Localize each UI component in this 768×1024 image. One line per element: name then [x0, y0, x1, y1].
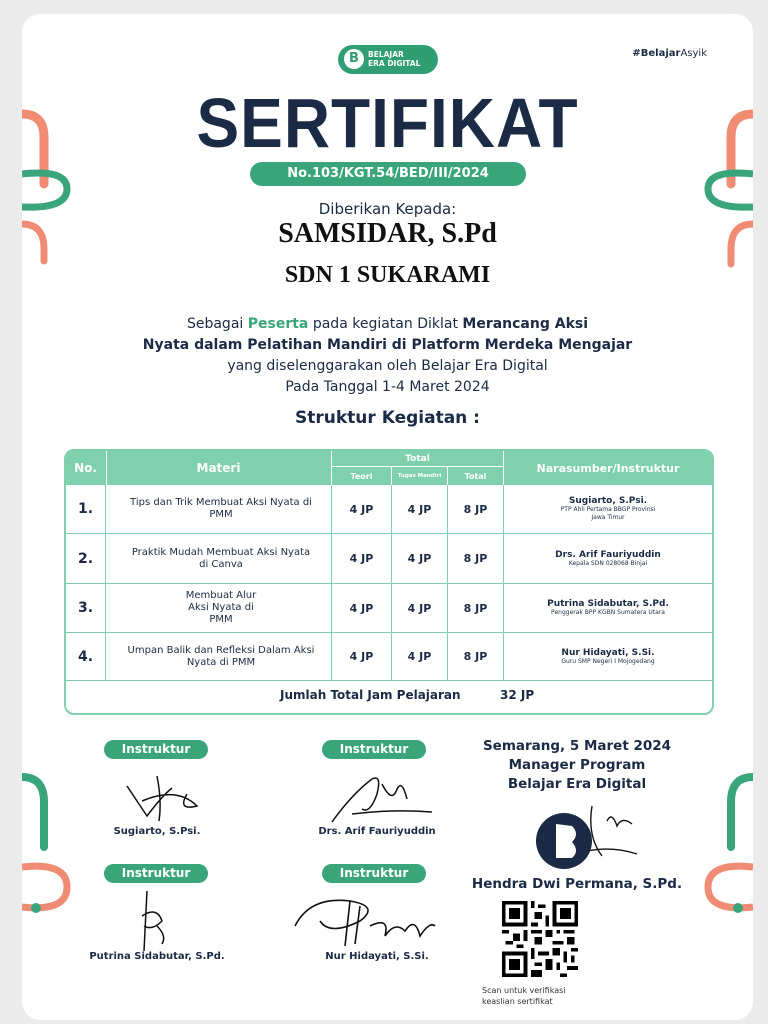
desc-text: pada kegiatan Diklat: [308, 316, 463, 332]
certificate-title: SERTIFIKAT: [196, 84, 579, 162]
instructor-name: Putrina Sidabutar, S.Pd.: [547, 599, 669, 609]
header-teori: Teori: [350, 471, 373, 481]
hashtag-regular: Asyik: [680, 48, 707, 59]
signer-name-1: Sugiarto, S.Psi.: [113, 826, 201, 837]
row-tugas: 4 JP: [407, 552, 432, 565]
row-number: 1.: [77, 501, 94, 517]
certificate-description: [22, 314, 753, 398]
row-number: 3.: [77, 600, 94, 616]
header-total-col: Total: [464, 471, 487, 481]
row-narasumber: [504, 633, 712, 680]
instructor-name: Sugiarto, S.Psi.: [568, 496, 648, 506]
right-bottom-ornament: [698, 772, 753, 922]
row-narasumber: [504, 485, 712, 533]
signer-name-3: Putrina Sidabutar, S.Pd.: [89, 951, 225, 962]
row-materi: Umpan Balik dan Refleksi Dalam Aksi Nyata di PMM: [127, 644, 315, 668]
given-to-label: Diberikan Kepada:: [318, 200, 457, 218]
instructor-badge: Instruktur: [322, 864, 426, 883]
row-number: 4.: [77, 648, 94, 665]
desc-organizer: yang diselenggarakan oleh Belajar Era Digital: [227, 358, 548, 374]
header-tugas: Tugas Mandiri: [397, 473, 442, 479]
row-tugas: 4 JP: [407, 601, 432, 615]
header-narasumber: Narasumber/Instruktur: [536, 461, 680, 475]
row-narasumber: [504, 584, 712, 632]
signer-name-2: Drs. Arif Fauriyuddin: [318, 826, 436, 837]
header-no: No.: [74, 461, 97, 475]
table-header: [66, 451, 712, 485]
row-number: 2.: [77, 550, 94, 567]
instructor-role: Penggerak BPP KGBN Sumatera Utara: [551, 609, 665, 616]
row-narasumber: [504, 534, 712, 583]
total-hours-value: 32 JP: [500, 688, 535, 702]
instructor-name: Drs. Arif Fauriyuddin: [555, 549, 661, 560]
place-date: Semarang, 5 Maret 2024: [482, 738, 672, 754]
row-tugas: 4 JP: [407, 502, 432, 516]
instructor-badge: Instruktur: [104, 740, 208, 759]
signature-arif: [322, 764, 432, 829]
desc-activity-2: Nyata dalam Pelatihan Mandiri di Platform Merdeka Mengajar: [142, 337, 633, 353]
verification-qr-code[interactable]: [500, 901, 580, 977]
row-total: 8 JP: [463, 502, 488, 516]
instructor-badge: Instruktur: [104, 864, 208, 883]
scan-note: [482, 985, 566, 1007]
total-hours-label: Jumlah Total Jam Pelajaran: [280, 688, 461, 702]
instructor-role: Guru SMP Negeri I Mojogedang: [561, 657, 655, 665]
hashtag: [632, 48, 707, 59]
signature-nur: [290, 886, 440, 951]
row-total: 8 JP: [463, 650, 488, 663]
stamp-signature: [532, 796, 642, 876]
row-materi: Praktik Mudah Membuat Aksi Nyata di Canva: [131, 546, 311, 570]
certificate-page: [22, 14, 753, 1020]
row-teori: 4 JP: [349, 601, 374, 615]
activity-table: [64, 449, 714, 715]
header-materi: Materi: [196, 461, 241, 475]
desc-date: Pada Tanggal 1-4 Maret 2024: [285, 379, 490, 395]
header-total: Total: [405, 453, 430, 464]
signature-sugiarto: [117, 766, 207, 826]
hashtag-bold: #Belajar: [632, 48, 681, 59]
desc-text: Sebagai: [186, 316, 248, 332]
row-teori: 4 JP: [349, 552, 374, 565]
brand-logo-text-1: BELAJAR: [368, 50, 404, 59]
scan-note-1: Scan untuk verifikasi: [482, 986, 566, 995]
row-total: 8 JP: [463, 601, 488, 615]
row-teori: 4 JP: [349, 502, 374, 516]
instructor-badge: Instruktur: [322, 740, 426, 759]
issuer-role-2: Belajar Era Digital: [507, 776, 647, 792]
issuer-block: [462, 737, 692, 794]
recipient-school: SDN 1 SUKARAMI: [284, 262, 491, 288]
row-teori: 4 JP: [349, 650, 374, 663]
instructor-role: Kepala SDN 028068 Binjai: [568, 559, 648, 567]
manager-name: Hendra Dwi Permana, S.Pd.: [471, 876, 683, 892]
instructor-role: PTP Ahli Pertama BBGP Provinsi Jawa Timur: [560, 506, 656, 521]
row-tugas: 4 JP: [407, 650, 432, 663]
brand-logo-icon: B: [344, 49, 364, 69]
brand-logo-text-2: ERA DIGITAL: [368, 59, 421, 68]
row-materi: Tips dan Trik Membuat Aksi Nyata di PMM: [130, 497, 312, 520]
structure-title: Struktur Kegiatan :: [295, 408, 480, 428]
recipient-name: SAMSIDAR, S.Pd: [278, 218, 497, 249]
scan-note-2: keaslian sertifikat: [482, 997, 553, 1006]
certificate-number: No.103/KGT.54/BED/III/2024: [250, 162, 526, 186]
desc-role: Peserta: [247, 316, 309, 332]
signature-putrina: [122, 886, 192, 956]
left-bottom-ornament: [22, 772, 77, 922]
instructor-name: Nur Hidayati, S.Si.: [561, 647, 655, 658]
row-total: 8 JP: [463, 552, 488, 565]
signer-name-4: Nur Hidayati, S.Si.: [325, 951, 429, 962]
brand-logo: [338, 45, 438, 74]
desc-activity: Merancang Aksi: [462, 316, 589, 332]
row-materi: Membuat Alur Aksi Nyata di PMM: [185, 590, 257, 625]
issuer-role-1: Manager Program: [508, 757, 646, 773]
